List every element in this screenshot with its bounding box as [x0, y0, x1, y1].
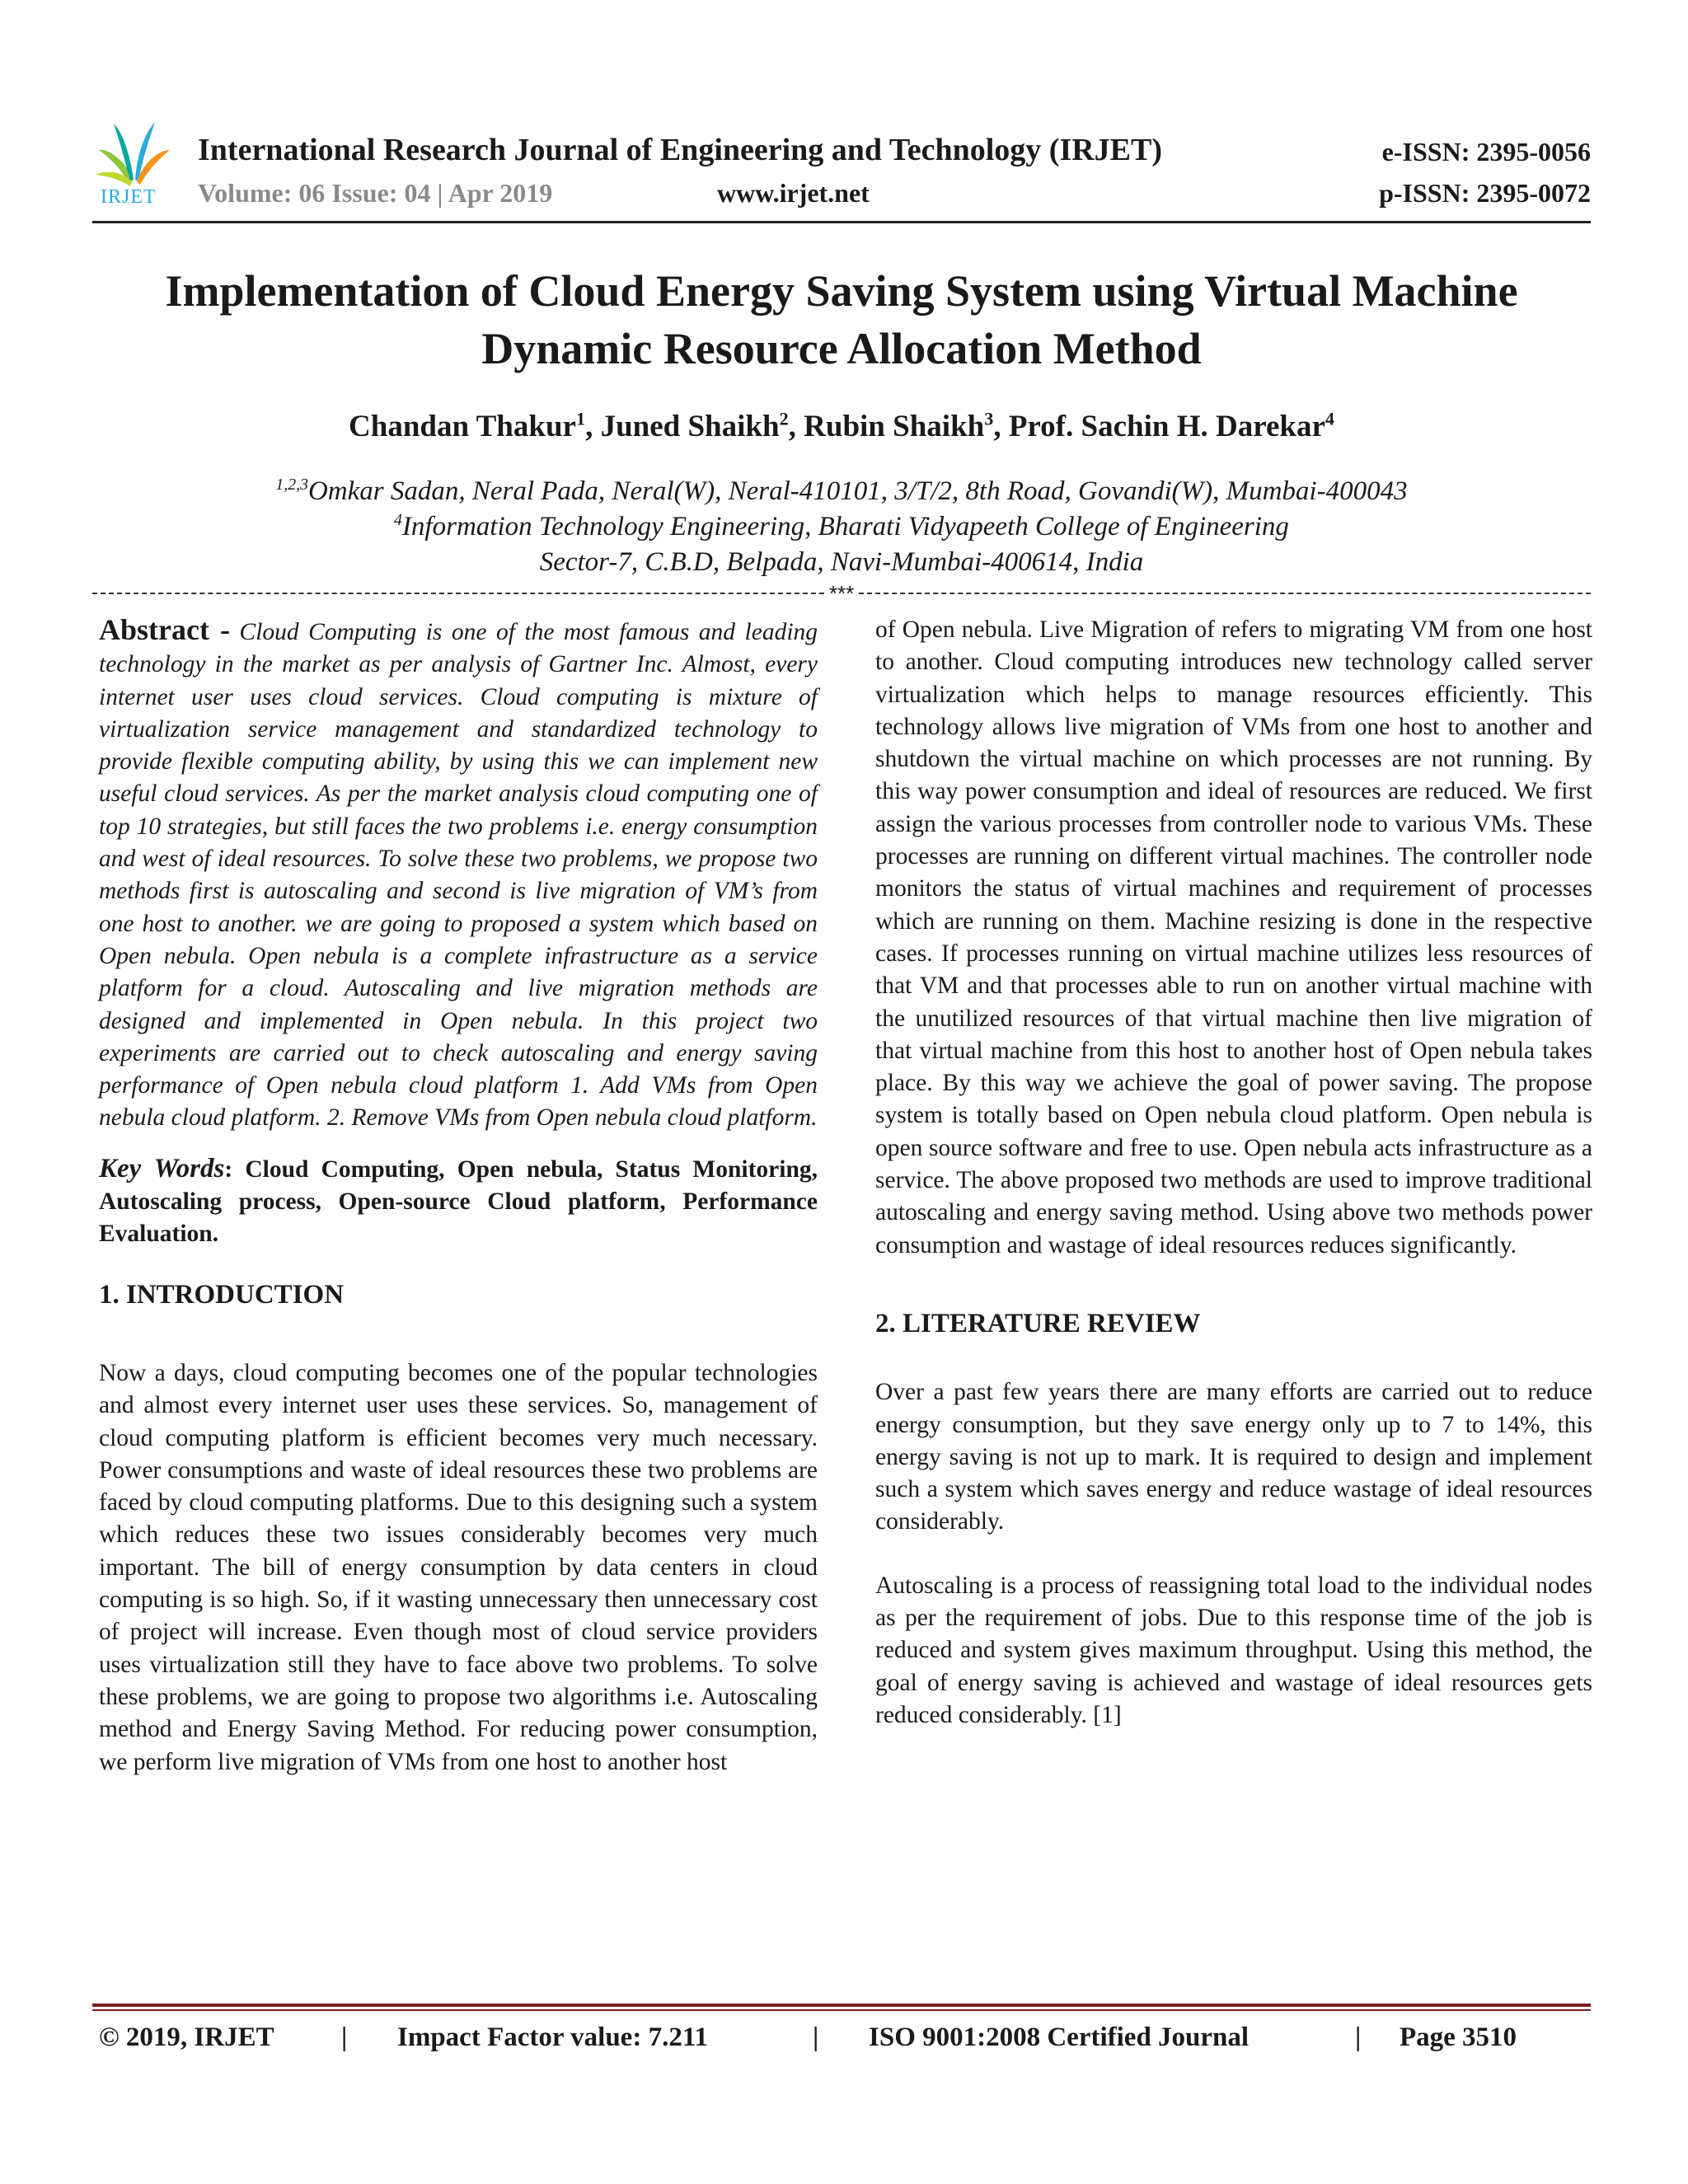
affiliation-1-text: Omkar Sadan, Neral Pada, Neral(W), Neral-410101, 3/T/2, 8th Road, Govandi(W), Mumbai-400043: [307, 476, 1408, 506]
affiliation-1: [92, 476, 1591, 507]
footer-rule-thick: [92, 2004, 1591, 2007]
footer-iso: ISO 9001:2008 Certified Journal: [869, 2022, 1250, 2052]
author-list: Chandan Thakur$^1$, Juned Shaikh$^2$, Rubin Shaikh$^3$, Prof. Sachin H. Darekar$^4$: [349, 408, 1334, 443]
keywords: [99, 1153, 818, 1251]
title-line-1: Implementation of Cloud Energy Saving System using Virtual Machine: [165, 266, 1518, 316]
affiliation-2: [92, 512, 1591, 542]
author-3-affil-mark: 3: [984, 408, 994, 429]
abstract-text: Cloud Computing is one of the most famous and leading technology in the market as per analysis of Gartner Inc. Almost, every internet user uses cloud services. Cloud computing is mixture of virtualization service management and standardized technology to provide flexible computing ability, by using this we can implement new useful cloud services. As per the market analysis cloud computing one of top 10 strategies, but still faces the two problems i.e. energy consumption and west of ideal resources. To solve these two problems, we propose two methods first is autoscaling and second is live migration of VM’s from one host to another. we are going to proposed a system which based on Open nebula. Open nebula is a complete infrastructure as a service platform for a cloud. Autoscaling and live migration methods are designed and implemented in Open nebula. In this project two experiments are carried out to check autoscaling and energy saving performance of Open nebula cloud platform 1. Add VMs from Open nebula cloud platform. 2. Remove VMs from Open nebula cloud platform.: [99, 619, 818, 1132]
abstract-heading: Abstract -: [99, 613, 231, 646]
divider-dash-left: [92, 593, 824, 594]
left-column: [99, 614, 818, 1779]
author-2: Juned Shaikh: [600, 410, 780, 443]
affiliation-2-text: Information Technology Engineering, Bharati Vidyapeeth College of Engineering: [401, 512, 1289, 541]
author-4: Prof. Sachin H. Darekar: [1008, 410, 1325, 443]
p-issn: p-ISSN: 2395-0072: [1379, 178, 1591, 208]
footer-page-number: Page 3510: [1400, 2022, 1517, 2052]
introduction-paragraph: Now a days, cloud computing becomes one of the popular technologies and almost every internet user uses these services. So, management of cloud computing platform is efficient becomes very much necessary. Power consumptions and waste of ideal resources these two problems are faced by cloud computing platforms. Due to this designing such a system which reduces these two issues considerably becomes very much important. The bill of energy consumption by data centers in cloud computing is so high. So, if it wasting unnecessary then unnecessary cost of project will increase. Even though most of cloud service providers uses virtualization still they have to face above two problems. To solve these problems, we are going to propose two algorithms i.e. Autoscaling method and Energy Saving Method. For reducing power consumption, we perform live migration of VMs from one host to another host: [99, 1359, 818, 1775]
section-heading-literature-review: 2. LITERATURE REVIEW: [875, 1308, 1201, 1338]
footer-copyright: © 2019, IRJET: [99, 2022, 274, 2052]
keywords-label: Key Words: [99, 1153, 225, 1183]
e-issn: e-ISSN: 2395-0056: [1381, 137, 1591, 166]
irjet-logo: [92, 115, 175, 214]
footer-separator: |: [1355, 2022, 1362, 2052]
volume-issue: Volume: 06 Issue: 04 | Apr 2019: [198, 178, 553, 208]
footer-separator: |: [341, 2022, 348, 2052]
affiliation-3: Sector-7, C.B.D, Belpada, Navi-Mumbai-400614, India: [539, 547, 1144, 577]
abstract: [99, 614, 818, 1135]
introduction-paragraph-continued: of Open nebula. Live Migration of refers to migrating VM from one host to another. Cloud computing introduces new technology called server virtualization which helps to manage resources efficiently. This technology allows live migration of VMs from one host to another and shutdown the virtual machine on which processes are not running. By this way power consumption and ideal of resources are reduced. We first assign the various processes from controller node to various VMs. These processes are running on different virtual machines. The controller node monitors the status of virtual machines and requirement of processes which are running on them. Machine resizing is done in the respective cases. If processes running on virtual machine utilizes less resources of that VM and that processes able to run on another virtual machine with the unutilized resources of that virtual machine then live migration of that virtual machine from this host to another host of Open nebula takes place. By this way we achieve the goal of power saving. The propose system is totally based on Open nebula cloud platform. Open nebula is open source software and free to use. Open nebula acts infrastructure as a service. The above proposed two methods are used to improve traditional autoscaling and energy saving method. Using above two methods power consumption and wastage of ideal resources reduces significantly.: [875, 616, 1592, 1258]
journal-name: International Research Journal of Engineering and Technology (IRJET): [198, 133, 1163, 167]
keywords-text: : Cloud Computing, Open nebula, Status Monitoring, Autoscaling process, Open-source Cloud platform, Performance Evaluation.: [99, 1155, 818, 1248]
divider-dash-right: [859, 593, 1591, 594]
footer-rule-thin: [92, 2009, 1591, 2011]
header-rule: [92, 221, 1591, 223]
author-1: Chandan Thakur: [349, 410, 576, 443]
affiliation-2-mark: 4: [394, 511, 402, 529]
section-heading-introduction: 1. INTRODUCTION: [99, 1279, 345, 1310]
affiliation-1-mark: 1,2,3: [275, 476, 308, 494]
literature-paragraph-1: Over a past few years there are many efforts are carried out to reduce energy consumption, but they save energy only up to 7 to 14%, this energy saving is not up to mark. It is required to design and implement such a system which saves energy and reduce wastage of ideal resources considerably.: [875, 1379, 1592, 1535]
footer-separator: |: [813, 2022, 819, 2052]
section-divider: [92, 580, 1591, 606]
right-column: [875, 614, 1592, 1732]
author-2-affil-mark: 2: [779, 408, 789, 429]
footer-impact-factor: Impact Factor value: 7.211: [397, 2022, 709, 2052]
author-1-affil-mark: 1: [575, 408, 586, 429]
logo-text: IRJET: [101, 186, 157, 208]
journal-website-link[interactable]: www.irjet.net: [717, 178, 870, 208]
divider-stars: ***: [828, 580, 855, 606]
title-line-2: Dynamic Resource Allocation Method: [481, 324, 1202, 373]
paper-title: [92, 262, 1591, 377]
author-4-affil-mark: 4: [1325, 408, 1334, 429]
author-3: Rubin Shaikh: [804, 410, 985, 443]
literature-paragraph-2: Autoscaling is a process of reassigning total load to the individual nodes as per the requirement of jobs. Due to this response time of the job is reduced and system gives maximum throughput. Using this method, the goal of energy saving is achieved and wastage of ideal resources gets reduced considerably. [1]: [875, 1572, 1592, 1728]
